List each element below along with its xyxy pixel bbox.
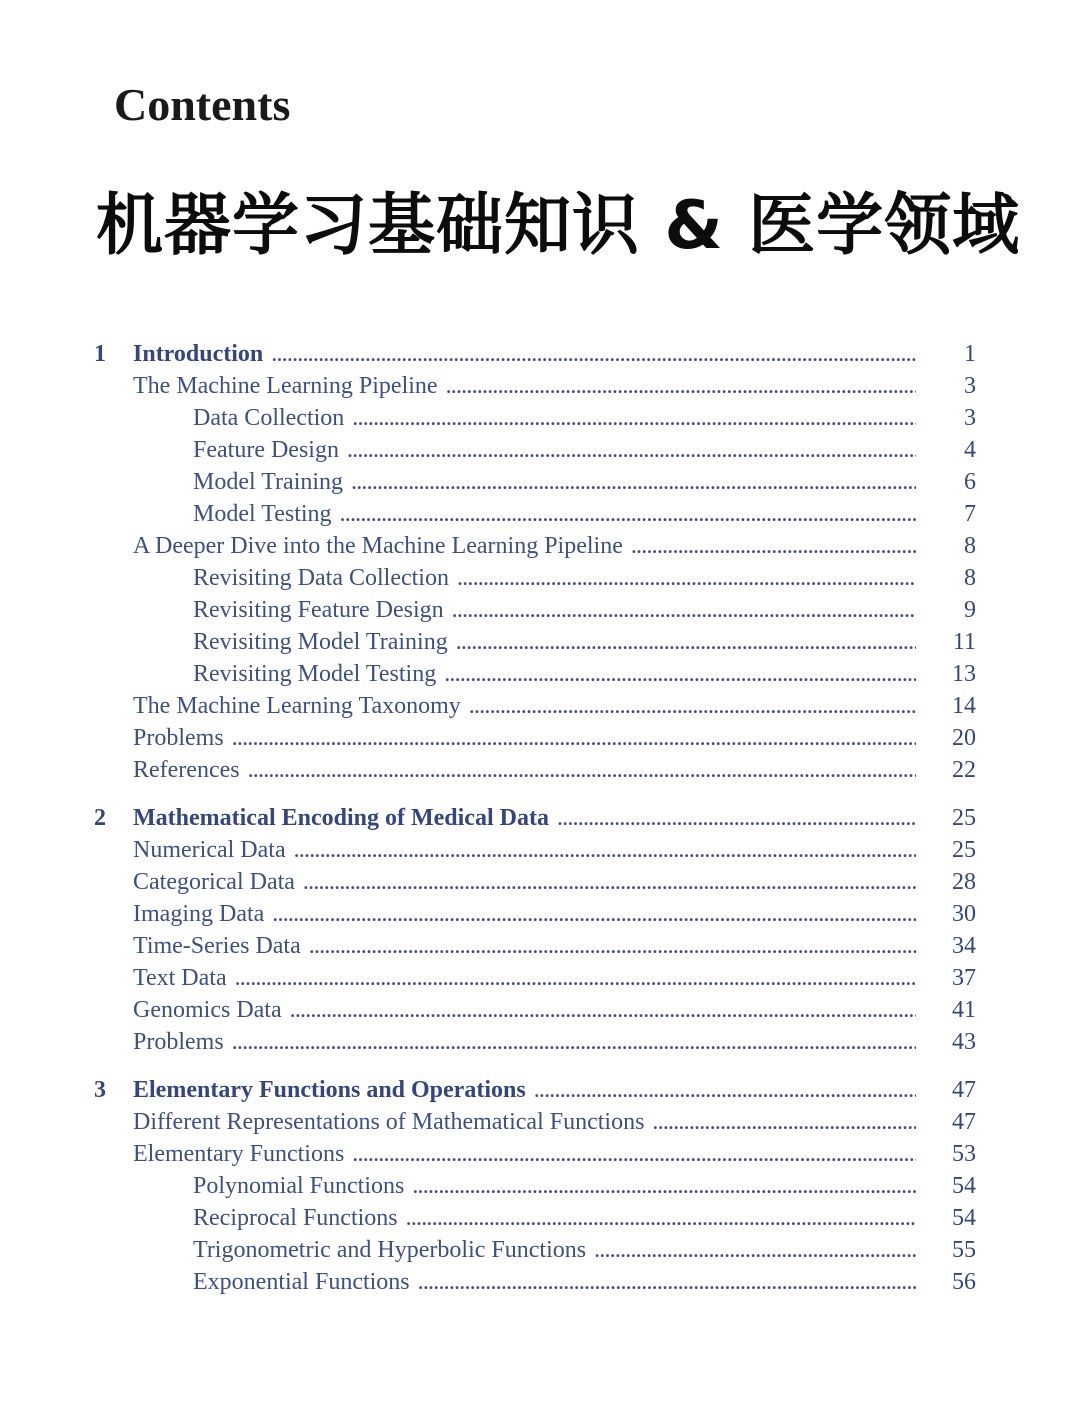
toc-page-number: 14 (952, 693, 976, 719)
toc-leader (193, 467, 916, 497)
toc-page-number: 13 (952, 661, 976, 687)
toc-dot-leader (418, 1267, 916, 1297)
toc-dot-leader (652, 1107, 916, 1137)
toc-chapter-entry[interactable] (0, 339, 1080, 369)
toc-page-number: 3 (964, 405, 976, 431)
toc-page-number: 1 (964, 341, 976, 367)
toc-dot-leader (446, 371, 916, 401)
toc-leader (133, 899, 916, 929)
toc-entry-label: A Deeper Dive into the Machine Learning Pipeline (133, 533, 623, 559)
toc-leader (133, 835, 916, 865)
toc-entry-label: Trigonometric and Hyperbolic Functions (193, 1237, 587, 1263)
toc-entry[interactable] (0, 659, 1080, 689)
toc-page-number: 54 (952, 1205, 976, 1231)
toc-dot-leader (469, 691, 916, 721)
toc-leader (133, 1107, 916, 1137)
toc-page-number: 25 (952, 805, 976, 831)
toc-entry[interactable] (0, 899, 1080, 929)
toc-entry[interactable] (0, 1107, 1080, 1137)
toc-dot-leader (412, 1171, 916, 1201)
toc-chapter-entry[interactable] (0, 803, 1080, 833)
toc-page-number: 25 (952, 837, 976, 863)
toc-page-number: 54 (952, 1173, 976, 1199)
toc-page-number: 53 (952, 1141, 976, 1167)
toc-page-number: 11 (952, 629, 976, 655)
toc-entry-label: Revisiting Model Testing (193, 661, 437, 687)
toc-chapter-number: 1 (94, 341, 106, 367)
toc-page-number: 47 (952, 1109, 976, 1135)
toc-entry[interactable] (0, 723, 1080, 753)
toc-leader (193, 627, 916, 657)
toc-entry-label: Reciprocal Functions (193, 1205, 398, 1231)
toc-entry-label: Model Testing (193, 501, 332, 527)
toc-page-number: 56 (952, 1269, 976, 1295)
toc-dot-leader (444, 659, 916, 689)
toc-page-number: 55 (952, 1237, 976, 1263)
toc-page-number: 8 (964, 565, 976, 591)
toc-dot-leader (457, 563, 916, 593)
toc-dot-leader (294, 835, 916, 865)
toc-page-number: 6 (964, 469, 976, 495)
toc-entry[interactable] (0, 963, 1080, 993)
toc-entry-label: Feature Design (193, 437, 339, 463)
toc-leader (133, 963, 916, 993)
toc-leader (193, 435, 916, 465)
toc-dot-leader (456, 627, 916, 657)
toc-page-number: 8 (964, 533, 976, 559)
page-title: Contents (114, 79, 291, 130)
toc-entry-label: Revisiting Model Training (193, 629, 448, 655)
toc-entry-label: References (133, 757, 240, 783)
toc-page-number: 34 (952, 933, 976, 959)
toc-entry[interactable] (0, 403, 1080, 433)
toc-entry[interactable] (0, 691, 1080, 721)
toc-page-number: 4 (964, 437, 976, 463)
toc-dot-leader (352, 403, 916, 433)
toc-entry-label: Elementary Functions and Operations (133, 1077, 526, 1103)
toc-entry-label: Categorical Data (133, 869, 295, 895)
toc-leader (133, 995, 916, 1025)
toc-entry-label: Imaging Data (133, 901, 265, 927)
toc-dot-leader (232, 723, 916, 753)
toc-dot-leader (534, 1075, 916, 1105)
toc-leader (193, 499, 916, 529)
toc-entry-label: Data Collection (193, 405, 345, 431)
toc-entry[interactable] (0, 595, 1080, 625)
toc-page-number: 43 (952, 1029, 976, 1055)
toc-page-number: 47 (952, 1077, 976, 1103)
toc-entry[interactable] (0, 1235, 1080, 1265)
toc-entry-label: Problems (133, 1029, 224, 1055)
toc-entry[interactable] (0, 1027, 1080, 1057)
toc-dot-leader (272, 899, 916, 929)
toc-leader (133, 691, 916, 721)
toc-page-number: 41 (952, 997, 976, 1023)
toc-entry[interactable] (0, 1171, 1080, 1201)
toc-dot-leader (232, 1027, 916, 1057)
toc-entry[interactable] (0, 931, 1080, 961)
toc-leader (193, 1171, 916, 1201)
toc-entry[interactable] (0, 835, 1080, 865)
toc-dot-leader (351, 467, 916, 497)
toc-dot-leader (271, 339, 916, 369)
toc-page-number: 37 (952, 965, 976, 991)
toc-leader (133, 931, 916, 961)
toc-chapter-number: 3 (94, 1077, 106, 1103)
toc-entry[interactable] (0, 467, 1080, 497)
toc-entry-label: Revisiting Feature Design (193, 597, 444, 623)
toc-page-number: 9 (964, 597, 976, 623)
toc-dot-leader (406, 1203, 916, 1233)
toc-entry-label: Introduction (133, 341, 264, 367)
toc-entry[interactable] (0, 867, 1080, 897)
toc-leader (133, 723, 916, 753)
toc-dot-leader (309, 931, 916, 961)
toc-entry[interactable] (0, 563, 1080, 593)
toc-entry-label: The Machine Learning Pipeline (133, 373, 438, 399)
toc-entry[interactable] (0, 1267, 1080, 1297)
toc-entry-label: Genomics Data (133, 997, 282, 1023)
toc-entry[interactable] (0, 435, 1080, 465)
toc-dot-leader (347, 435, 916, 465)
toc-leader (133, 867, 916, 897)
toc-entry-label: Model Training (193, 469, 344, 495)
toc-dot-leader (352, 1139, 916, 1169)
toc-page-number: 28 (952, 869, 976, 895)
toc-leader (133, 339, 916, 369)
toc-dot-leader (340, 499, 916, 529)
toc-leader (133, 803, 916, 833)
toc-entry[interactable] (0, 1139, 1080, 1169)
toc-entry[interactable] (0, 531, 1080, 561)
toc-entry-label: Different Representations of Mathematical Functions (133, 1109, 645, 1135)
toc-dot-leader (235, 963, 916, 993)
toc-entry[interactable] (0, 1203, 1080, 1233)
toc-leader (193, 595, 916, 625)
toc-entry-label: Mathematical Encoding of Medical Data (133, 805, 549, 831)
toc-page-number: 3 (964, 373, 976, 399)
toc-entry[interactable] (0, 755, 1080, 785)
toc-entry-label: Time-Series Data (133, 933, 301, 959)
toc-entry-label: Revisiting Data Collection (193, 565, 449, 591)
toc-page-number: 7 (964, 501, 976, 527)
toc-leader (133, 1027, 916, 1057)
toc-entry-label: Problems (133, 725, 224, 751)
toc-dot-leader (452, 595, 916, 625)
toc-leader (133, 531, 916, 561)
toc-entry-label: Exponential Functions (193, 1269, 410, 1295)
toc-entry-label: Elementary Functions (133, 1141, 345, 1167)
toc-chapter-number: 2 (94, 805, 106, 831)
toc-page-number: 30 (952, 901, 976, 927)
toc-leader (193, 1235, 916, 1265)
toc-entry[interactable] (0, 371, 1080, 401)
toc-leader (133, 1075, 916, 1105)
toc-page-number: 20 (952, 725, 976, 751)
toc-entry[interactable] (0, 995, 1080, 1025)
toc-page-number: 22 (952, 757, 976, 783)
toc-leader (133, 371, 916, 401)
toc-entry-label: The Machine Learning Taxonomy (133, 693, 461, 719)
toc-leader (193, 659, 916, 689)
toc-leader (193, 563, 916, 593)
toc-leader (193, 1203, 916, 1233)
toc-entry-label: Text Data (133, 965, 227, 991)
toc-entry[interactable] (0, 499, 1080, 529)
toc-dot-leader (303, 867, 916, 897)
toc-entry[interactable] (0, 627, 1080, 657)
toc-leader (133, 755, 916, 785)
toc-dot-leader (631, 531, 916, 561)
toc-chapter-entry[interactable] (0, 1075, 1080, 1105)
toc-leader (133, 1139, 916, 1169)
toc-leader (193, 1267, 916, 1297)
toc-dot-leader (248, 755, 916, 785)
toc-entry-label: Numerical Data (133, 837, 286, 863)
toc-dot-leader (594, 1235, 916, 1265)
toc-leader (193, 403, 916, 433)
toc-entry-label: Polynomial Functions (193, 1173, 405, 1199)
toc-dot-leader (557, 803, 916, 833)
toc-dot-leader (290, 995, 916, 1025)
overlay-title: 机器学习基础知识 & 医学领域 (96, 186, 1021, 264)
